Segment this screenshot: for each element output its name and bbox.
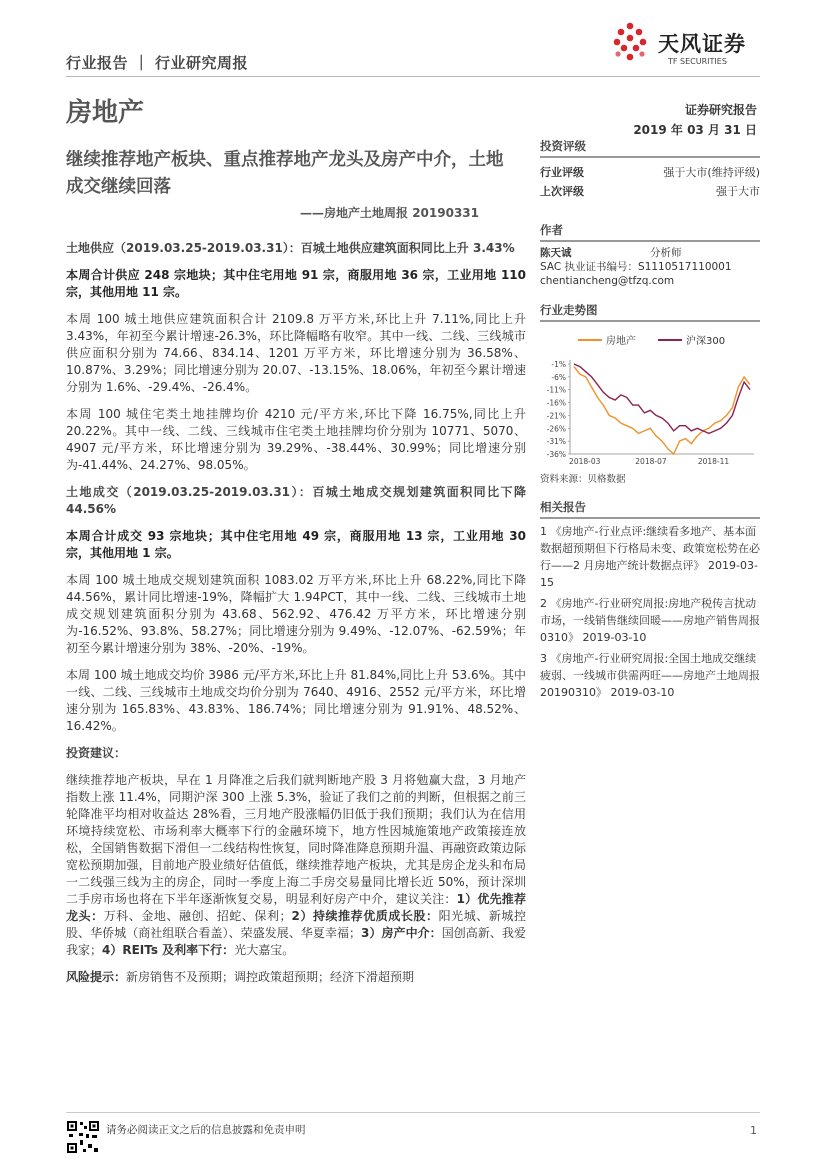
industry-trend-chart (540, 326, 760, 466)
y-tick-label: -31% (546, 437, 566, 447)
invest-text-2: 阳光城、新城控股、华侨城（商社组联合看盖）、荣盛发展、华夏幸福； (66, 909, 526, 940)
related-item-text: 1 《房地产-行业点评:继续看多地产、基本面数据超预期但下行格局未变、政策宽松势在必行——2 月房地产统计数据点评》 (540, 525, 760, 572)
related-item-text: 3 《房地产-行业研究周报:全国土地成交继续疲弱、一线城市供需两旺——房地产土地周报 20190310》 (540, 652, 760, 699)
invest-text-3: 国创高新、我爱我家； (66, 926, 526, 957)
author-name: 陈天诚 (540, 247, 572, 259)
y-tick-label: -21% (546, 411, 566, 421)
rating-row (540, 162, 760, 181)
y-tick-label: -11% (546, 385, 566, 395)
risk-paragraph (66, 969, 526, 986)
x-tick-label: 2018-07 (635, 457, 667, 466)
related-item-date: 2019-03-10 (610, 686, 675, 699)
invest-bold-2: 2）持续推荐优质成长股： (291, 909, 439, 923)
invest-heading: 投资建议： (66, 746, 127, 760)
disclaimer-text: 请务必阅读正文之后的信息披露和免责申明 (106, 1124, 306, 1136)
deal-paragraph-1: 本周 100 城土地成交规划建筑面积 1083.02 万平方米,环比上升 68.22%,同比下降 44.56%，累计同比增速-19%，降幅扩大 1.94PCT，其中一线、二线、三线城市土地成交规划建筑面积分别为 43.68、562.92、476.42 万平方米，环比增速分别为-16.52%、93.8%、58.27%；同比增速分别为 9.49%、-12.07%、-62.59%；年初至今累计增速分别为 38%、-20%、-19%。 (66, 573, 526, 655)
deal-summary: 本周合计成交 93 宗地块；其中住宅用地 49 宗，商服用地 13 宗，工业用地 30 宗，其他用地 1 宗。 (66, 529, 526, 560)
related-title: 相关报告 (540, 499, 760, 519)
risk-label: 风险提示： (66, 970, 127, 984)
supply-summary: 本周合计供应 248 宗地块；其中住宅用地 91 宗，商服用地 36 宗，工业用地 110 宗，其他用地 11 宗。 (66, 268, 526, 299)
rating-value: 强于大市 (716, 184, 760, 198)
supply-heading: 土地供应（2019.03.25-2019.03.31）：百城土地供应建筑面积同比上升 3.43% (66, 241, 515, 255)
series-line (574, 367, 750, 454)
header-divider (66, 76, 760, 77)
rating-value: 强于大市(维持评级) (663, 165, 760, 179)
report-category: 行业报告 ｜ 行业研究周报 (66, 54, 248, 72)
invest-bold-3: 3）房产中介： (361, 926, 442, 940)
rating-row (540, 181, 760, 200)
related-item-date: 2019-03-10 (582, 631, 647, 644)
supply-paragraph-2: 本周 100 城住宅类土地挂牌均价 4210 元/平方米,环比下降 16.75%,同比上升 20.22%。其中一线、二线、三线城市住宅类土地挂牌均价分别为 10771、5070、4907 元/平方米，环比增速分别为 39.29%、-38.44%、30.99%；同比增速分别为-41.44%、24.27%、98.05%。 (66, 407, 526, 472)
invest-paragraph (66, 772, 526, 959)
supply-paragraph-1: 本周 100 城土地供应建筑面积合计 2109.8 万平方米,环比上升 7.11%,同比上升 3.43%，年初至今累计增速-26.3%，环比降幅略有收窄。其中一线、二线、三线城市供应面积分别为 74.66、834.14、1201 万平方米，环比增速分别为 36.58%、10.87%、3.29%；同比增速分别为 20.07、-13.15%、18.06%，年初至今累计增速分别为 1.6%、-29.4%、-26.4%。 (66, 312, 526, 394)
invest-text: 继续推荐地产板块，早在 1 月降准之后我们就判断地产股 3 月将勉赢大盘，3 月地产指数上涨 11.4%，同期沪深 300 上涨 5.3%，验证了我们之前的判断，但根据之前三轮降准平均相对收益达 28%看，三月地产股涨幅仍旧低于我们预期；我们认为在信用环境持续宽松、市场利率大概率下行的金融环境下，地方性因城施策地产政策接连放松，全国销售数据下滑但一二线结构性恢复，同时降准降息预期升温、再融资政策边际宽松预期加强，目前地产股业绩好估值低，继续推荐地产板块，尤其是房企龙头和布局一二线强三线为主的房企，同时一季度上海二手房交易量同比增长近 50%，预计深圳二手房市场也将在下半年逐渐恢复交易，明显利好房产中介，建议关注： (66, 773, 526, 906)
legend-label: 房地产 (606, 336, 636, 347)
page-number: 1 (750, 1124, 757, 1137)
sidebar (540, 138, 760, 705)
author-email[interactable]: chentiancheng@tfzq.com (540, 275, 675, 287)
logo-subtitle: TF SECURITIES (668, 57, 727, 66)
rating-key: 行业评级 (540, 165, 584, 179)
invest-bold-4: 4）REITs 及利率下行： (102, 943, 235, 957)
author-role: 分析师 (650, 247, 682, 259)
related-list (540, 523, 760, 701)
y-tick-label: -1% (551, 360, 566, 369)
related-item-date: 2019-03-15 (540, 559, 758, 589)
related-item[interactable] (540, 523, 760, 591)
y-tick-label: -36% (546, 450, 566, 459)
y-tick-label: -6% (551, 372, 566, 382)
x-tick-label: 2018-03 (569, 457, 601, 466)
legend-label: 沪深300 (686, 336, 726, 347)
series-line (574, 364, 750, 433)
sector-title: 房地产 (66, 98, 145, 128)
deal-heading: 土地成交（2019.03.25-2019.03.31）：百城土地成交规划建筑面积同比下降 44.56% (66, 485, 526, 516)
logo-name: 天风证券 (658, 32, 746, 56)
invest-bold-1: 1）优先推荐龙头： (66, 892, 526, 923)
deal-paragraph-2: 本周 100 城土地成交均价 3986 元/平方米,环比上升 81.84%,同比上升 53.6%。其中一线、二线、三线城市土地成交均价分别为 7640、4916、2552 元/平方米，环比增速分别为 165.83%、43.83%、186.74%；同比增速分别为 91.91%、48.52%、16.42%。 (66, 668, 526, 733)
author-title: 作者 (540, 222, 760, 242)
y-tick-label: -26% (546, 424, 566, 434)
chart-source: 资料来源：贝格数据 (540, 474, 626, 485)
x-tick-label: 2018-11 (697, 457, 730, 466)
report-type: 证券研究报告 (684, 103, 757, 117)
risk-text: 新房销售不及预期；调控政策超预期；经济下滑超预期 (126, 970, 415, 984)
related-item[interactable] (540, 595, 760, 646)
chart-title: 行业走势图 (540, 302, 760, 322)
main-content (66, 240, 526, 996)
report-title: 继续推荐地产板块、重点推荐地产龙头及房产中介，土地成交继续回落 (66, 150, 504, 197)
invest-text-4: 光大嘉宝。 (234, 943, 295, 957)
rating-title: 投资评级 (540, 138, 760, 158)
rating-key: 上次评级 (540, 184, 584, 198)
author-cert: SAC 执业证书编号：S1110517110001 (540, 261, 732, 273)
report-date: 2019 年 03 月 31 日 (633, 123, 757, 137)
qr-code-icon (66, 1120, 100, 1154)
footer-divider (66, 1112, 760, 1113)
author-block (540, 246, 760, 288)
y-tick-label: -16% (546, 398, 566, 408)
related-item-text: 2 《房地产-行业研究周报:房地产税传言扰动市场，一线销售继续回暖——房地产销售周报 0310》 (540, 597, 760, 644)
report-subtitle: ——房地产土地周报 20190331 (300, 206, 479, 220)
invest-text-1: 万科、金地、融创、招蛇、保利； (103, 909, 292, 923)
related-item[interactable] (540, 650, 760, 701)
